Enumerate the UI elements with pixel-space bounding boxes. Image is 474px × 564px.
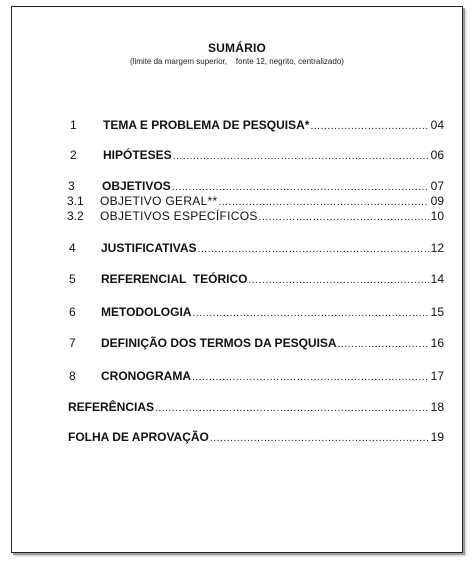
- toc-leader-dots: [210, 431, 429, 447]
- toc-entry-number: 3: [68, 179, 75, 193]
- toc-leader-dots: [198, 242, 429, 258]
- toc-entry-number: 2: [70, 148, 77, 162]
- toc-leader-dots: [338, 337, 429, 353]
- toc-entry-page: 12: [430, 241, 444, 255]
- toc-entry: [12, 193, 462, 209]
- toc-entry-page: 07: [430, 179, 444, 193]
- toc-entry: [12, 335, 462, 351]
- toc-entry-line: [101, 304, 444, 320]
- document-page: [11, 6, 463, 553]
- toc-entry-number: 7: [69, 336, 76, 350]
- toc-entry: [12, 429, 462, 445]
- toc-entry-page: 06: [430, 148, 444, 162]
- toc-entry-label: REFERENCIAL TEÓRICO: [101, 272, 248, 286]
- toc-entry: [12, 304, 462, 320]
- page-title: SUMÁRIO: [207, 41, 267, 55]
- toc-entry-page: 19: [430, 430, 444, 444]
- toc-entry-line: [103, 147, 444, 163]
- toc-leader-dots: [248, 273, 428, 289]
- toc-entry: [12, 117, 462, 133]
- toc-entry-line: [101, 335, 444, 351]
- toc-entry-page: 18: [430, 400, 444, 414]
- toc-entry-number: 8: [69, 369, 76, 383]
- toc-entry-page: 16: [430, 336, 444, 350]
- toc-leader-dots: [173, 149, 429, 165]
- toc-entry: [12, 399, 462, 415]
- toc-entry-number: 3.2: [67, 209, 84, 223]
- toc-entry-line: [103, 117, 444, 133]
- toc-entry-number: 4: [69, 241, 76, 255]
- toc-entry-label: JUSTIFICATIVAS: [101, 241, 197, 255]
- toc-entry-label: HIPÓTESES: [103, 148, 172, 162]
- toc-entry: [12, 178, 462, 194]
- toc-entry-line: [102, 178, 444, 194]
- toc-entry-line: [101, 271, 444, 287]
- toc-entry-label: METODOLOGIA: [101, 305, 192, 319]
- toc-leader-dots: [155, 401, 429, 417]
- toc-leader-dots: [192, 370, 429, 386]
- toc-entry-page: 14: [430, 272, 444, 286]
- toc-entry-label: REFERÊNCIAS: [68, 400, 155, 414]
- toc-entry-page: 17: [430, 369, 444, 383]
- toc-entry-line: [100, 208, 444, 224]
- toc-entry: [12, 208, 462, 224]
- toc-entry-line: [68, 429, 444, 445]
- toc-entry-number: 6: [69, 305, 76, 319]
- toc-entry-label: OBJETIVO GERAL**: [100, 194, 218, 208]
- toc-entry: [12, 271, 462, 287]
- toc-entry: [12, 368, 462, 384]
- toc-entry-page: 09: [430, 194, 444, 208]
- toc-entry-line: [101, 368, 444, 384]
- toc-entry-line: [68, 399, 444, 415]
- toc-entry: [12, 147, 462, 163]
- toc-entry-label: CRONOGRAMA: [101, 369, 191, 383]
- toc-leader-dots: [192, 306, 428, 322]
- toc-entry-number: 5: [69, 272, 76, 286]
- toc-entry-label: DEFINIÇÃO DOS TERMOS DA PESQUISA: [101, 336, 337, 350]
- toc-leader-dots: [259, 210, 429, 226]
- toc-entry: [12, 240, 462, 256]
- toc-entry-page: 10: [430, 209, 444, 223]
- toc-leader-dots: [310, 119, 428, 135]
- toc-entry-number: 3.1: [67, 194, 84, 208]
- toc-entry-label: FOLHA DE APROVAÇÃO: [68, 430, 209, 444]
- toc-entry-label: TEMA E PROBLEMA DE PESQUISA*: [103, 118, 310, 132]
- toc-entry-page: 04: [430, 118, 444, 132]
- page-subtitle: (limite da margem superior, fonte 12, negrito, centralizado): [130, 57, 344, 66]
- toc-entry-page: 15: [430, 305, 444, 319]
- toc-entry-label: OBJETIVOS: [102, 179, 171, 193]
- toc-entry-line: [100, 193, 444, 209]
- toc-entry-number: 1: [70, 118, 77, 132]
- toc-entry-line: [101, 240, 444, 256]
- toc-entry-label: OBJETIVOS ESPECÍFICOS: [100, 209, 258, 223]
